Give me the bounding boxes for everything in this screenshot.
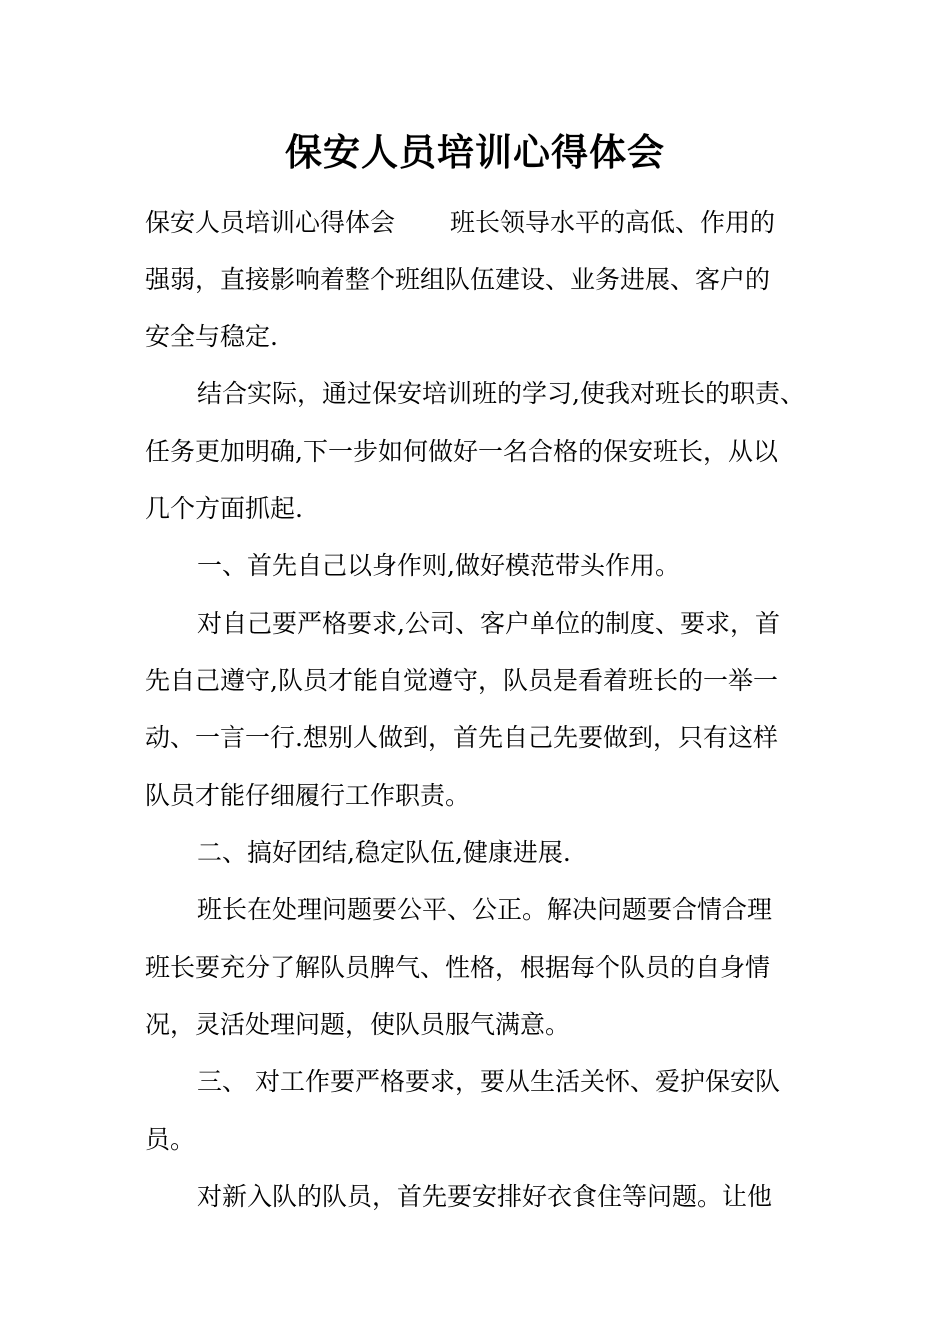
- document-title: 保安人员培训心得体会: [285, 130, 665, 174]
- paragraph-line: 先自己遵守,队员才能自觉遵守，队员是看着班长的一举一: [145, 666, 778, 695]
- paragraph-line: 况，灵活处理问题，使队员服气满意。: [145, 1010, 571, 1039]
- paragraph-text: 班长领导水平的高低、作用的: [450, 208, 776, 237]
- paragraph-line: 强弱，直接影响着整个班组队伍建设、业务进展、客户的: [145, 265, 771, 294]
- section-heading: 一、首先自己以身作则,做好模范带头作用。: [197, 551, 680, 580]
- section-heading: 三、 对工作要严格要求，要从生活关怀、爱护保安队: [197, 1067, 780, 1096]
- paragraph-line: 结合实际，通过保安培训班的学习,使我对班长的职责、: [197, 379, 805, 408]
- paragraph-line: 对新入队的队员，首先要安排好衣食住等问题。让他: [197, 1182, 773, 1211]
- paragraph-line: [145, 205, 825, 241]
- paragraph-line: 员。: [145, 1125, 196, 1154]
- section-heading: 二、搞好团结,稳定队伍,健康进展.: [197, 838, 571, 867]
- paragraph-line: 班长在处理问题要公平、公正。解决问题要合情合理: [197, 895, 773, 924]
- paragraph-line: 几个方面抓起.: [145, 494, 303, 523]
- paragraph-line: 对自己要严格要求,公司、客户单位的制度、要求，首: [197, 609, 780, 638]
- paragraph-line: 班长要充分了解队员脾气、性格，根据每个队员的自身情: [145, 953, 771, 982]
- paragraph-line: 队员才能仔细履行工作职责。: [145, 781, 471, 810]
- paragraph-line: 安全与稳定.: [145, 322, 278, 351]
- paragraph-line: 动、一言一行.想别人做到，首先自己先要做到，只有这样: [145, 723, 778, 752]
- paragraph-line: 任务更加明确,下一步如何做好一名合格的保安班长，从以: [145, 437, 778, 466]
- inline-heading: 保安人员培训心得体会: [145, 208, 396, 237]
